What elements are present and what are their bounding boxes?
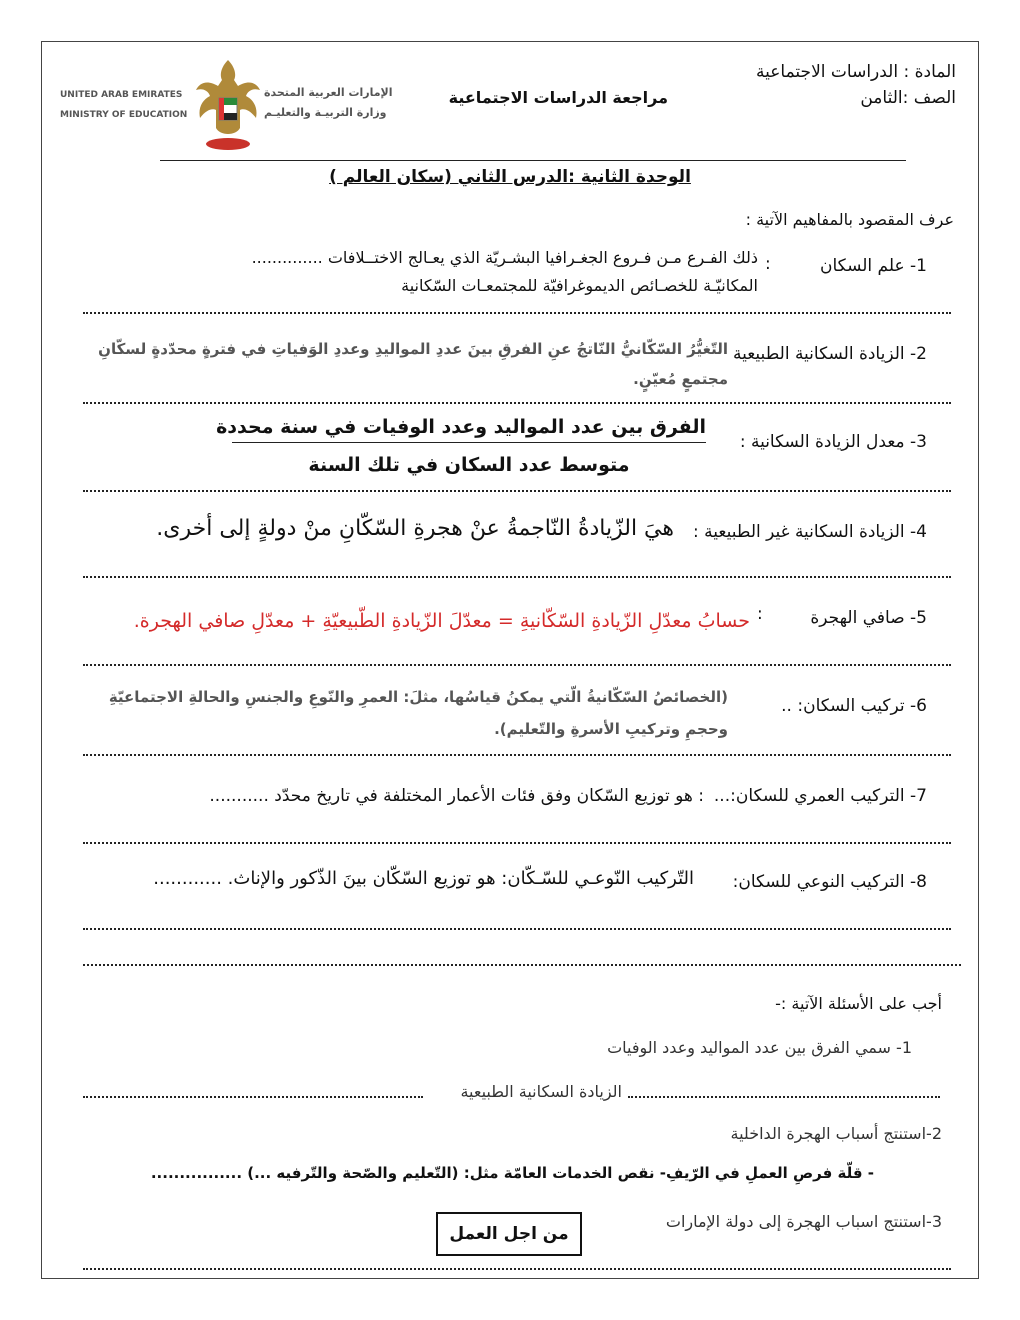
def5-sep: : <box>757 604 763 624</box>
q1-answer-line-right <box>628 1096 940 1098</box>
logo-ar-line1: الإمارات العربية المتحدة <box>264 86 393 99</box>
logo-en-line1: UNITED ARAB EMIRATES <box>60 90 183 100</box>
def8-term: 8- التركيب النوعي للسكان: <box>732 872 927 892</box>
def7-term: 7- التركيب العمري للسكان:... <box>713 786 927 806</box>
def6-answer-line2: وحجمِ وتركيبِ الأسرةِ والتّعليم). <box>494 720 728 738</box>
extra-answer-line <box>83 964 961 966</box>
unit-title: الوحدة الثانية :الدرس الثاني (سكان العالم ) <box>329 167 691 187</box>
def3-term: 3- معدل الزيادة السكانية : <box>739 432 927 452</box>
review-title: مراجعة الدراسات الاجتماعية <box>448 88 668 107</box>
ministry-logo <box>60 56 393 154</box>
subject-label: المادة : الدراسات الاجتماعية <box>756 62 956 82</box>
def1-answer-line1: ذلك الفـرع مـن فـروع الجغـرافيا البشـريّة الذي يعـالج الاختــلافات .............. <box>251 248 758 267</box>
q2-text: 2-استنتج أسباب الهجرة الداخلية <box>730 1124 942 1143</box>
def7-answer: : هو توزيع السّكان وفق فئات الأعمار المختلفة في تاريخ محدّد ........... <box>209 786 704 806</box>
logo-en-line2: MINISTRY OF EDUCATION <box>60 110 188 120</box>
q3-answer-box: من اجل العمل <box>436 1212 582 1256</box>
def5-answer-line <box>83 664 951 666</box>
grade-label: الصف :الثامن <box>860 88 956 108</box>
def1-answer-line <box>83 312 951 314</box>
questions-heading: أجب على الأسئلة الآتية :- <box>775 994 942 1013</box>
def4-answer: هيَ الزّيادةُ النّاجمةُ عنْ هجرةِ السّكّانِ منْ دولةٍ إلى أخرى. <box>156 516 674 541</box>
q1-text: 1- سمي الفرق بين عدد المواليد وعدد الوفيات <box>607 1038 912 1057</box>
def5-answer: حسابُ معدّلِ الزّيادةِ السّكّانيةِ = معدّلَ الزّيادةِ الطّبيعيّةِ + معدّلِ صافي الهجرة. <box>133 610 750 632</box>
emblem-icon <box>192 56 264 154</box>
def8-answer: التّركيب النّوعـي للسّـكّان: هو توزيع السّكّان بينَ الذّكور والإناث. ............ <box>153 868 694 889</box>
q1-answer: الزيادة السكانية الطبيعية <box>460 1082 622 1101</box>
q3-text: 3-استنتج اسباب الهجرة إلى دولة الإمارات <box>665 1212 942 1231</box>
q2-answer: - قلّة فرصِ العملِ في الرّيفِ- نقص الخدمات العامّة مثل: (التّعليم والصّحة والتّرفيه ...) ................ <box>150 1164 874 1182</box>
q3-answer-line <box>83 1268 951 1270</box>
def1-answer-line2: المكانيّـة للخصـائص الديموغرافيّة للمجتمعـات السّكانية <box>401 276 758 295</box>
def8-answer-line <box>83 928 951 930</box>
def7-answer-line <box>83 842 951 844</box>
header-divider <box>160 160 906 161</box>
def3-answer-line <box>83 490 951 492</box>
def3-denominator: متوسط عدد السكان في تلك السنة <box>308 454 630 476</box>
def3-numerator: الفرق بين عدد المواليد وعدد الوفيات في سنة محددة <box>232 416 706 443</box>
logo-ar-line2: وزارة التربيـة والتعليـم <box>264 106 387 119</box>
def6-term: 6- تركيب السكان: .. <box>781 696 927 716</box>
def6-answer-line <box>83 754 951 756</box>
def1-sep: : <box>765 254 771 274</box>
def2-answer-line1: التّغيُّرُ السّكّانيُّ النّاتجُ عنِ الفرقِ بينَ عددِ المواليدِ وعددِ الوَفياتِ في فترةٍ محدّدةٍ لسكّانِ <box>98 340 728 358</box>
instruction-text: عرف المقصود بالمفاهيم الآتية : <box>745 210 954 229</box>
def1-term: 1- علم السكان <box>820 256 927 276</box>
def6-answer-line1: (الخصائصُ السّكّانيةُ الّتي يمكنُ قياسُها، مثلَ: العمرِ والنّوعِ والجنسِ والحالةِ الاجتماعيّةِ <box>108 688 728 706</box>
def2-answer-line <box>83 402 951 404</box>
def2-answer-line2: مجتمعٍ مُعيّنٍ. <box>633 370 728 388</box>
def5-term: 5- صافي الهجرة <box>810 608 927 628</box>
q1-answer-line-left <box>83 1096 423 1098</box>
def2-term: 2- الزيادة السكانية الطبيعية <box>732 344 927 364</box>
def4-term: 4- الزيادة السكانية غير الطبيعية : <box>693 522 927 542</box>
def4-answer-line <box>83 576 951 578</box>
